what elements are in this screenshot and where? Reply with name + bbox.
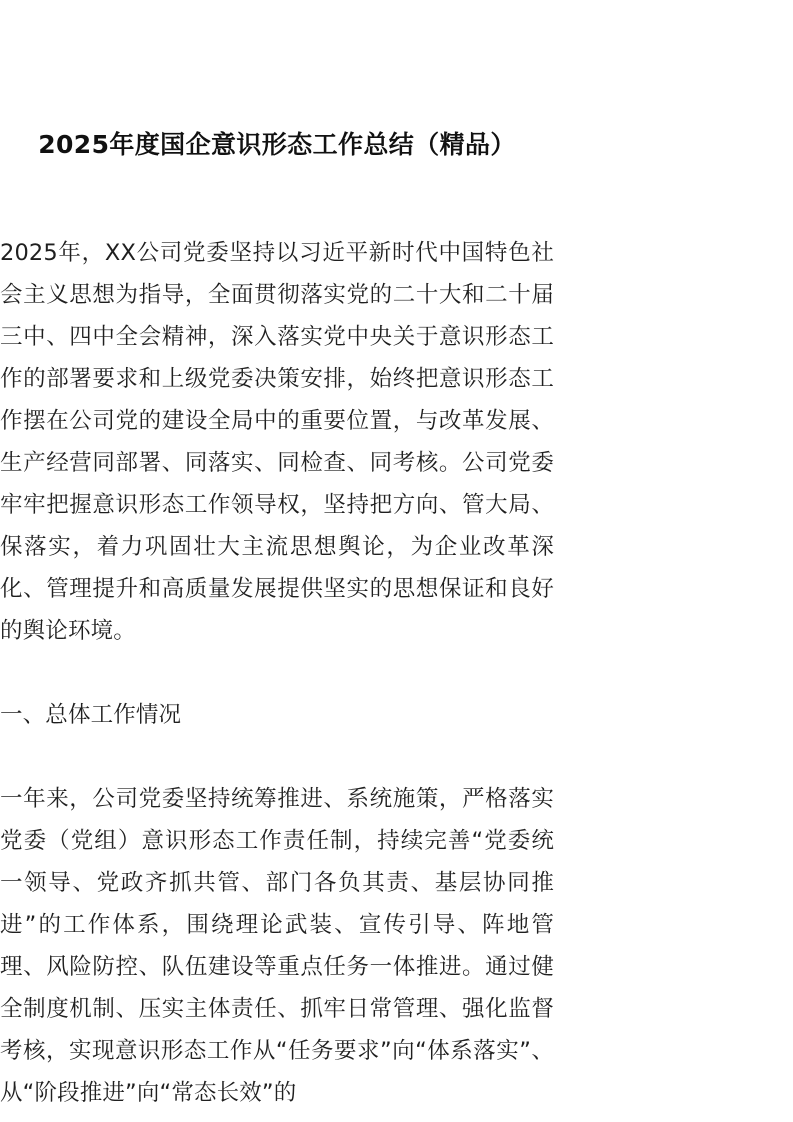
- paragraph-section-1-body: 一年来，公司党委坚持统筹推进、系统施策，严格落实党委（党组）意识形态工作责任制，持续完善“党委统一领导、党政齐抓共管、部门各负其责、基层协同推进”的工作体系，围绕理论武装、宣传引导、阵地管理、风险防控、队伍建设等重点任务一体推进。通过健全制度机制、压实主体责任、抓牢日常管理、强化监督考核，实现意识形态工作从“任务要求”向“体系落实”、从“阶段推进”向“常态长效”的: [0, 786, 554, 1106]
- document-body: [0, 232, 554, 1114]
- paragraph-intro: 2025年，XX公司党委坚持以习近平新时代中国特色社会主义思想为指导，全面贯彻落实党的二十大和二十届三中、四中全会精神，深入落实党中央关于意识形态工作的部署要求和上级党委决策安排，始终把意识形态工作摆在公司党的建设全局中的重要位置，与改革发展、生产经营同部署、同落实、同检查、同考核。公司党委牢牢把握意识形态工作领导权，坚持把方向、管大局、保落实，着力巩固壮大主流思想舆论，为企业改革深化、管理提升和高质量发展提供坚实的思想保证和良好的舆论环境。: [0, 240, 554, 644]
- page-title: 2025年度国企意识形态工作总结（精品）: [38, 130, 516, 159]
- section-heading-1: 一、总体工作情况: [0, 702, 182, 728]
